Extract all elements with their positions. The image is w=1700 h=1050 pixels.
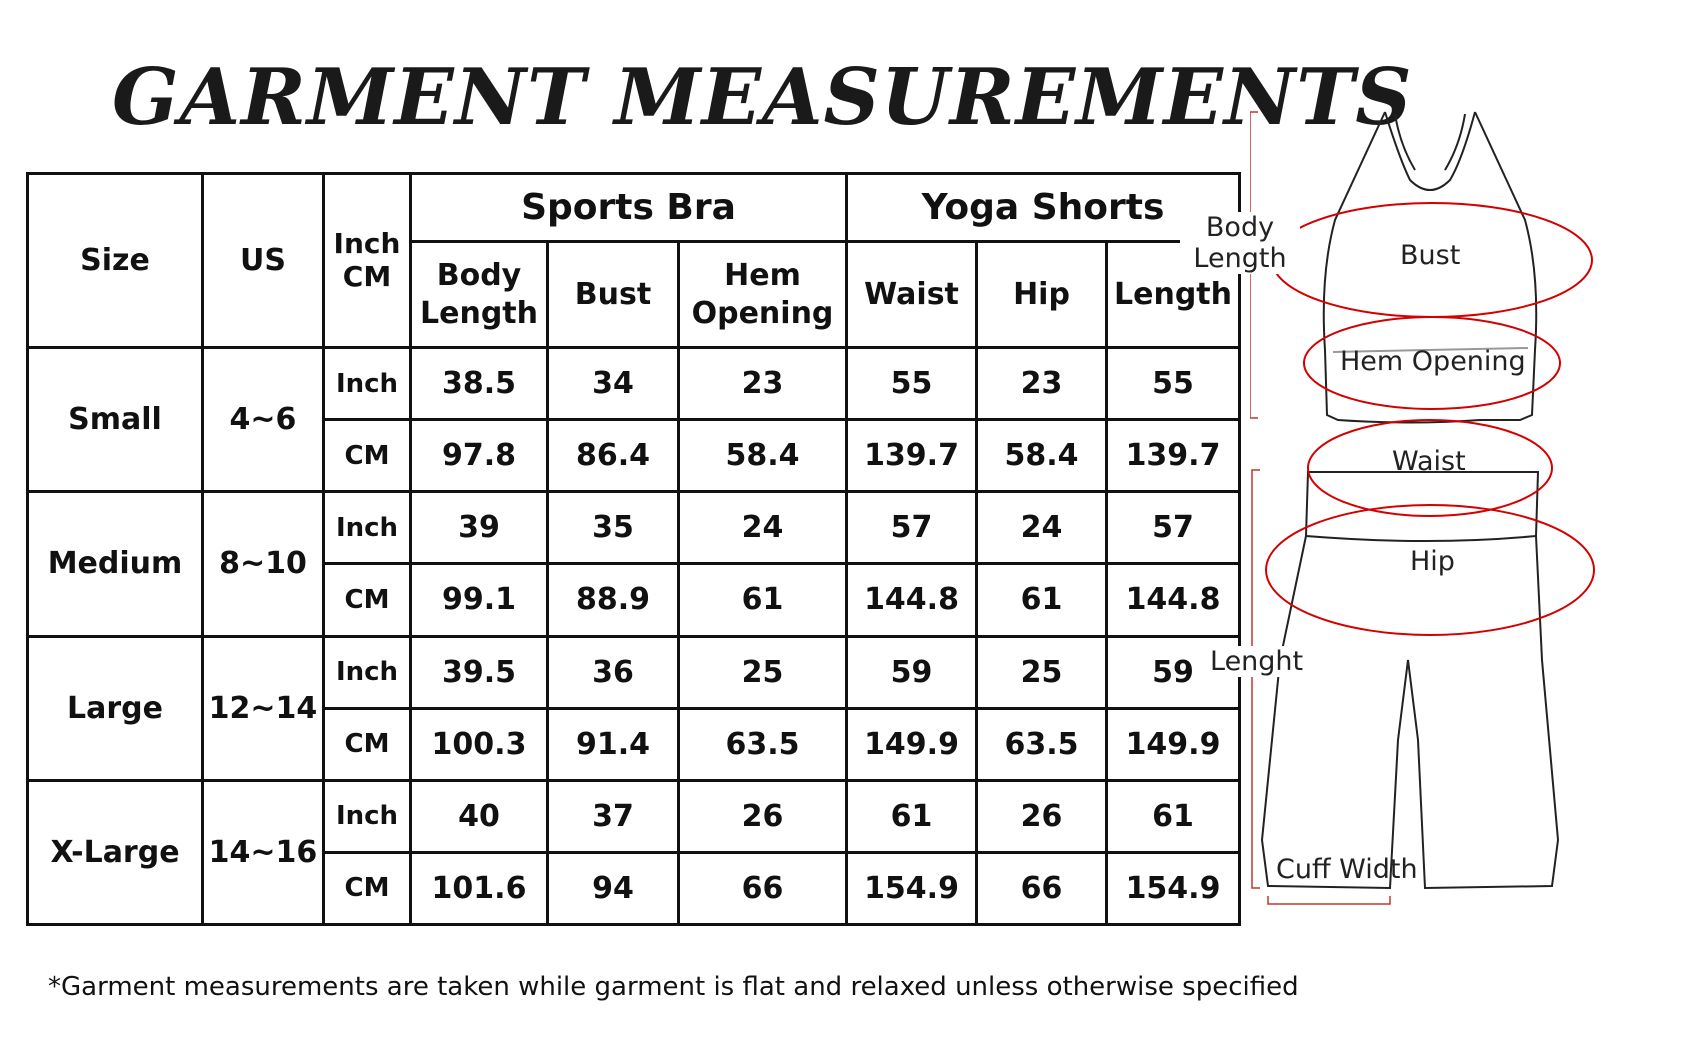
measurement-table <box>26 172 1241 926</box>
value-cell: 59 <box>847 636 977 708</box>
value-cell: 88.9 <box>548 564 679 636</box>
value-cell: 39.5 <box>411 636 548 708</box>
unit-cell: Inch <box>324 636 411 708</box>
value-cell: 58.4 <box>679 420 847 492</box>
sports-bra-neckline <box>1385 112 1475 190</box>
column-header-line: Bust <box>574 276 652 312</box>
unit-cell: CM <box>324 708 411 780</box>
value-cell: 37 <box>548 780 679 852</box>
value-cell: 24 <box>679 492 847 564</box>
value-cell: 144.8 <box>847 564 977 636</box>
page-title: GARMENT MEASUREMENTS <box>112 52 1413 143</box>
value-cell: 25 <box>679 636 847 708</box>
unit-cell: CM <box>324 852 411 924</box>
value-cell: 66 <box>679 852 847 924</box>
value-cell: 63.5 <box>977 708 1107 780</box>
yoga-shorts-illustration <box>1262 472 1558 888</box>
size-cell: X-Large <box>28 780 203 924</box>
value-cell: 25 <box>977 636 1107 708</box>
value-cell: 58.4 <box>977 420 1107 492</box>
header-row-groups <box>28 174 1240 242</box>
value-cell: 149.9 <box>847 708 977 780</box>
value-cell: 55 <box>1107 348 1240 420</box>
column-header <box>411 242 548 348</box>
column-header-line: Length <box>1114 276 1233 312</box>
value-cell: 57 <box>847 492 977 564</box>
column-header-line: Opening <box>691 295 834 331</box>
value-cell: 144.8 <box>1107 564 1240 636</box>
value-cell: 39 <box>411 492 548 564</box>
us-header: US <box>203 174 324 348</box>
value-cell: 34 <box>548 348 679 420</box>
value-cell: 40 <box>411 780 548 852</box>
column-header-line: Hip <box>1013 276 1070 312</box>
cuff-width-label: Cuff Width <box>1276 854 1418 885</box>
value-cell: 139.7 <box>1107 420 1240 492</box>
value-cell: 94 <box>548 852 679 924</box>
table-row <box>28 636 1240 708</box>
value-cell: 26 <box>679 780 847 852</box>
waist-label: Waist <box>1392 446 1466 477</box>
group-header-sports-bra: Sports Bra <box>411 174 847 242</box>
value-cell: 100.3 <box>411 708 548 780</box>
value-cell: 36 <box>548 636 679 708</box>
value-cell: 97.8 <box>411 420 548 492</box>
value-cell: 139.7 <box>847 420 977 492</box>
yoga-shorts-legs <box>1262 536 1558 888</box>
unit-cell: Inch <box>324 492 411 564</box>
value-cell: 59 <box>1107 636 1240 708</box>
table-row <box>28 348 1240 420</box>
value-cell: 35 <box>548 492 679 564</box>
value-cell: 66 <box>977 852 1107 924</box>
size-cell: Small <box>28 348 203 492</box>
value-cell: 26 <box>977 780 1107 852</box>
value-cell: 23 <box>977 348 1107 420</box>
bust-label: Bust <box>1400 240 1461 271</box>
garment-diagram <box>1193 100 1690 960</box>
value-cell: 24 <box>977 492 1107 564</box>
column-header <box>847 242 977 348</box>
us-size-cell: 4~6 <box>203 348 324 492</box>
size-cell: Medium <box>28 492 203 636</box>
value-cell: 61 <box>977 564 1107 636</box>
unit-cell: Inch <box>324 348 411 420</box>
value-cell: 86.4 <box>548 420 679 492</box>
unit-header-inch: Inch <box>333 227 401 261</box>
value-cell: 99.1 <box>411 564 548 636</box>
column-header-line: Body <box>436 258 522 293</box>
value-cell: 61 <box>679 564 847 636</box>
sports-bra-strap-left <box>1395 114 1415 170</box>
value-cell: 63.5 <box>679 708 847 780</box>
footnote: *Garment measurements are taken while garment is flat and relaxed unless otherwise specified <box>48 972 1299 1002</box>
sports-bra-strap-right <box>1445 114 1465 170</box>
value-cell: 149.9 <box>1107 708 1240 780</box>
hip-label: Hip <box>1410 546 1455 577</box>
size-header: Size <box>28 174 203 348</box>
column-header <box>977 242 1107 348</box>
shorts-length-bracket <box>1252 470 1260 888</box>
value-cell: 91.4 <box>548 708 679 780</box>
unit-header <box>324 174 411 348</box>
column-header-line: Waist <box>864 276 959 312</box>
group-header-yoga-shorts: Yoga Shorts <box>847 174 1240 242</box>
unit-cell: Inch <box>324 780 411 852</box>
unit-cell: CM <box>324 564 411 636</box>
table-row <box>28 780 1240 852</box>
length-label: Lenght <box>1210 646 1304 677</box>
value-cell: 154.9 <box>1107 852 1240 924</box>
body-length-label-line1: Body <box>1205 212 1275 243</box>
value-cell: 61 <box>847 780 977 852</box>
unit-header-cm: CM <box>342 259 392 293</box>
us-size-cell: 8~10 <box>203 492 324 636</box>
us-size-cell: 14~16 <box>203 780 324 924</box>
unit-cell: CM <box>324 420 411 492</box>
table-row <box>28 492 1240 564</box>
column-header <box>679 242 847 348</box>
column-header-line: Length <box>420 295 538 331</box>
value-cell: 101.6 <box>411 852 548 924</box>
body-length-label <box>1180 212 1300 274</box>
value-cell: 38.5 <box>411 348 548 420</box>
value-cell: 57 <box>1107 492 1240 564</box>
value-cell: 55 <box>847 348 977 420</box>
garment-diagram-svg <box>1250 100 1690 960</box>
hem-opening-label: Hem Opening <box>1340 346 1526 377</box>
value-cell: 154.9 <box>847 852 977 924</box>
body-length-label-line2: Length <box>1193 243 1287 275</box>
value-cell: 23 <box>679 348 847 420</box>
value-cell: 61 <box>1107 780 1240 852</box>
column-header-line: Hem <box>724 258 801 293</box>
column-header <box>548 242 679 348</box>
cuff-width-bracket <box>1268 896 1390 904</box>
us-size-cell: 12~14 <box>203 636 324 780</box>
size-cell: Large <box>28 636 203 780</box>
